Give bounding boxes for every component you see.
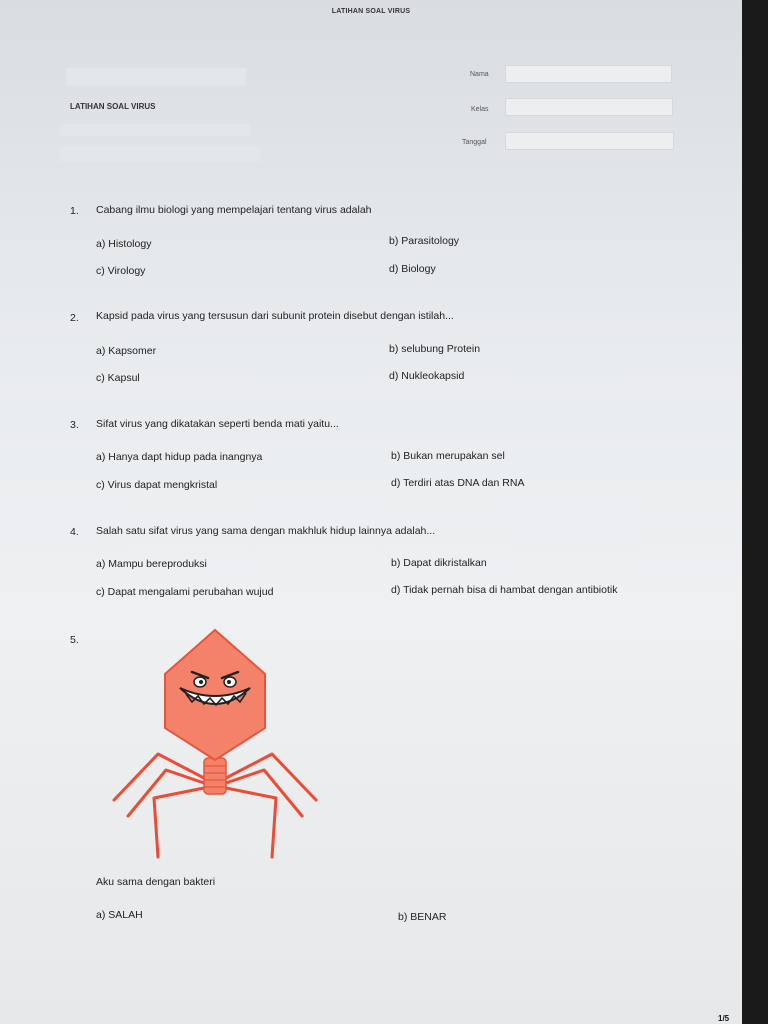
option-d[interactable]: d) Terdiri atas DNA dan RNA [391,477,525,489]
option-b[interactable]: b) Bukan merupakan sel [391,450,505,462]
option-b[interactable]: b) selubung Protein [389,343,481,355]
class-field[interactable] [505,98,673,116]
question-number: 2. [70,312,79,324]
option-c[interactable]: c) Virus dapat mengkristal [96,479,218,491]
option-d[interactable]: d) Nukleokapsid [389,370,465,382]
question-number: 3. [70,419,79,431]
name-label: Nama [470,71,489,78]
option-a[interactable]: a) SALAH [96,909,143,921]
redacted-block [60,146,260,162]
question-text: Kapsid pada virus yang tersusun dari subunit protein disebut dengan istilah... [96,310,454,322]
date-label: Tanggal [462,139,487,146]
question-text: Salah satu sifat virus yang sama dengan makhluk hidup lainnya adalah... [96,525,436,537]
option-c[interactable]: c) Dapat mengalami perubahan wujud [96,586,274,598]
document-title: LATIHAN SOAL VIRUS [70,102,156,111]
question-number: 5. [70,634,79,646]
question-text: Sifat virus yang dikatakan seperti benda mati yaitu... [96,418,339,430]
question-text: Cabang ilmu biologi yang mempelajari tentang virus adalah [96,204,372,216]
name-field[interactable] [505,65,672,83]
option-b[interactable]: b) Dapat dikristalkan [391,557,487,569]
question-number: 4. [70,526,79,538]
option-a[interactable]: a) Histology [96,238,152,250]
option-a[interactable]: a) Kapsomer [96,345,157,357]
option-b[interactable]: b) Parasitology [389,235,460,247]
option-a[interactable]: a) Hanya dapt hidup pada inangnya [96,451,263,463]
option-c[interactable]: c) Kapsul [96,372,140,384]
class-label: Kelas [471,106,489,113]
redacted-block [66,68,246,86]
question-number: 1. [70,205,79,217]
option-c[interactable]: c) Virology [96,265,146,277]
option-d[interactable]: d) Tidak pernah bisa di hambat dengan antibiotik [391,584,618,596]
page-number: 1/5 [718,1014,730,1023]
bacteriophage-illustration [100,620,330,865]
option-a[interactable]: a) Mampu bereproduksi [96,558,207,570]
page-header-title: LATIHAN SOAL VIRUS [331,8,411,15]
redacted-block [60,124,250,136]
question-text: Aku sama dengan bakteri [96,876,216,888]
date-field[interactable] [505,132,674,150]
virus-tail [204,758,226,794]
option-b[interactable]: b) BENAR [398,911,447,923]
option-d[interactable]: d) Biology [389,263,436,275]
